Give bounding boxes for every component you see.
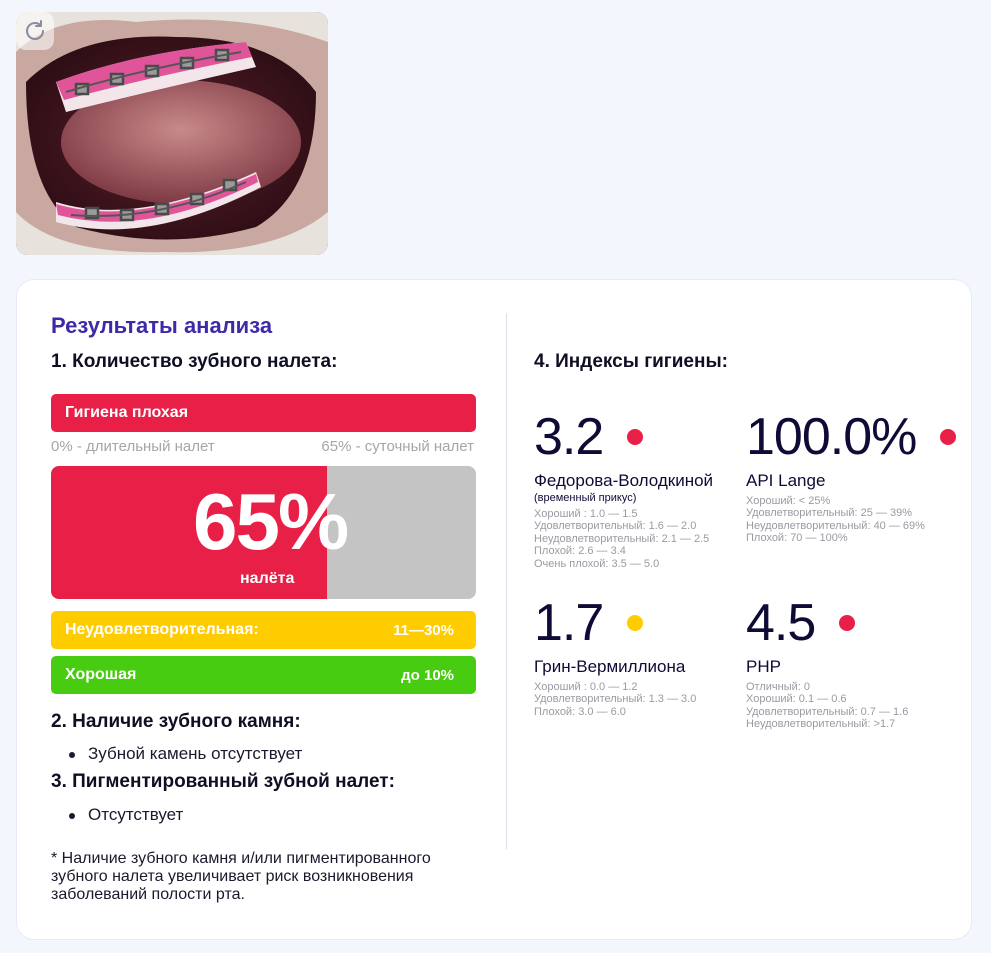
range-min-label: 0% - длительный налет bbox=[51, 438, 215, 455]
index-value: 100.0% bbox=[746, 408, 917, 466]
index-api-lange bbox=[746, 408, 956, 545]
hygiene-indices-heading: 4. Индексы гигиены: bbox=[534, 351, 728, 372]
index-value: 1.7 bbox=[534, 594, 604, 652]
scale-line: Удовлетворительный: 1.6 — 2.0 bbox=[534, 520, 697, 533]
scale-line: Неудовлетворительный: 40 — 69% bbox=[746, 519, 925, 532]
refresh-button[interactable] bbox=[16, 12, 54, 50]
scale-line: Плохой: 2.6 — 3.4 bbox=[534, 545, 626, 558]
plaque-unit-label: налёта bbox=[240, 570, 295, 587]
scale-line: Хороший: 0.1 — 0.6 bbox=[746, 693, 847, 706]
dental-photo bbox=[16, 12, 328, 255]
index-scale bbox=[746, 681, 908, 731]
status-dot-icon bbox=[627, 429, 643, 445]
status-label: Неудовлетворительная: bbox=[65, 621, 259, 638]
status-dot-icon bbox=[940, 429, 956, 445]
index-php bbox=[746, 594, 909, 731]
scale-line: Удовлетворительный: 0.7 — 1.6 bbox=[746, 705, 909, 718]
pigmented-list bbox=[69, 805, 183, 825]
index-scale bbox=[746, 495, 956, 545]
index-subtitle: (временный прикус) bbox=[534, 492, 637, 504]
plaque-percent-value: 65% bbox=[193, 477, 348, 566]
plaque-meter bbox=[51, 466, 476, 599]
status-dot-icon bbox=[627, 615, 643, 631]
index-name: PHP bbox=[746, 657, 781, 676]
column-divider bbox=[506, 313, 507, 849]
index-scale bbox=[534, 508, 713, 570]
scale-line: Хороший : 0.0 — 1.2 bbox=[534, 681, 638, 693]
scale-line: Плохой: 3.0 — 6.0 bbox=[534, 705, 626, 718]
index-fedorova bbox=[534, 408, 714, 570]
results-card bbox=[16, 279, 972, 940]
pigmented-plaque-heading: 3. Пигментированный зубной налет: bbox=[51, 771, 395, 792]
scale-line: Удовлетворительный: 25 — 39% bbox=[746, 507, 912, 520]
status-label: Гигиена плохая bbox=[65, 404, 189, 421]
status-bar-good bbox=[51, 656, 476, 694]
status-dot-icon bbox=[839, 615, 855, 631]
index-value: 4.5 bbox=[746, 594, 816, 652]
results-title: Результаты анализа bbox=[51, 313, 273, 338]
scale-line: Удовлетворительный: 1.3 — 3.0 bbox=[534, 693, 697, 706]
plaque-amount-heading: 1. Количество зубного налета: bbox=[51, 351, 338, 372]
index-scale bbox=[534, 681, 696, 718]
scale-line: Неудовлетворительный: >1.7 bbox=[746, 718, 896, 731]
scale-line: Хороший: < 25% bbox=[746, 495, 831, 507]
index-name: Федорова-Володкиной bbox=[534, 471, 714, 490]
tartar-heading: 2. Наличие зубного камня: bbox=[51, 711, 301, 732]
scale-line: Отличный: 0 bbox=[746, 681, 811, 693]
index-name: API Lange bbox=[746, 471, 826, 490]
tartar-list bbox=[69, 744, 302, 764]
index-green-vermillion bbox=[534, 594, 697, 718]
index-value: 3.2 bbox=[534, 408, 604, 466]
scale-line: Хороший : 1.0 — 1.5 bbox=[534, 508, 638, 520]
status-range: 11—30% bbox=[393, 621, 454, 639]
risk-note: * Наличие зубного камня и/или пигментированного зубного налета увеличивает риск возникновения заболеваний полости рта. bbox=[51, 850, 431, 903]
status-label: Хорошая bbox=[65, 666, 137, 683]
range-max-label: 65% - суточный налет bbox=[321, 438, 474, 455]
scale-line: Очень плохой: 3.5 — 5.0 bbox=[534, 557, 660, 570]
status-range: до 10% bbox=[401, 666, 454, 684]
scale-line: Плохой: 70 — 100% bbox=[746, 532, 848, 545]
teeth-illustration bbox=[16, 12, 328, 255]
index-name: Грин-Вермиллиона bbox=[534, 657, 686, 676]
scale-line: Неудовлетворительный: 2.1 — 2.5 bbox=[534, 532, 710, 545]
status-bar-unsatisfactory bbox=[51, 611, 476, 649]
list-item: Отсутствует bbox=[69, 805, 183, 825]
status-bar-poor bbox=[51, 394, 476, 432]
list-item: Зубной камень отсутствует bbox=[69, 744, 302, 764]
refresh-icon bbox=[22, 18, 48, 44]
